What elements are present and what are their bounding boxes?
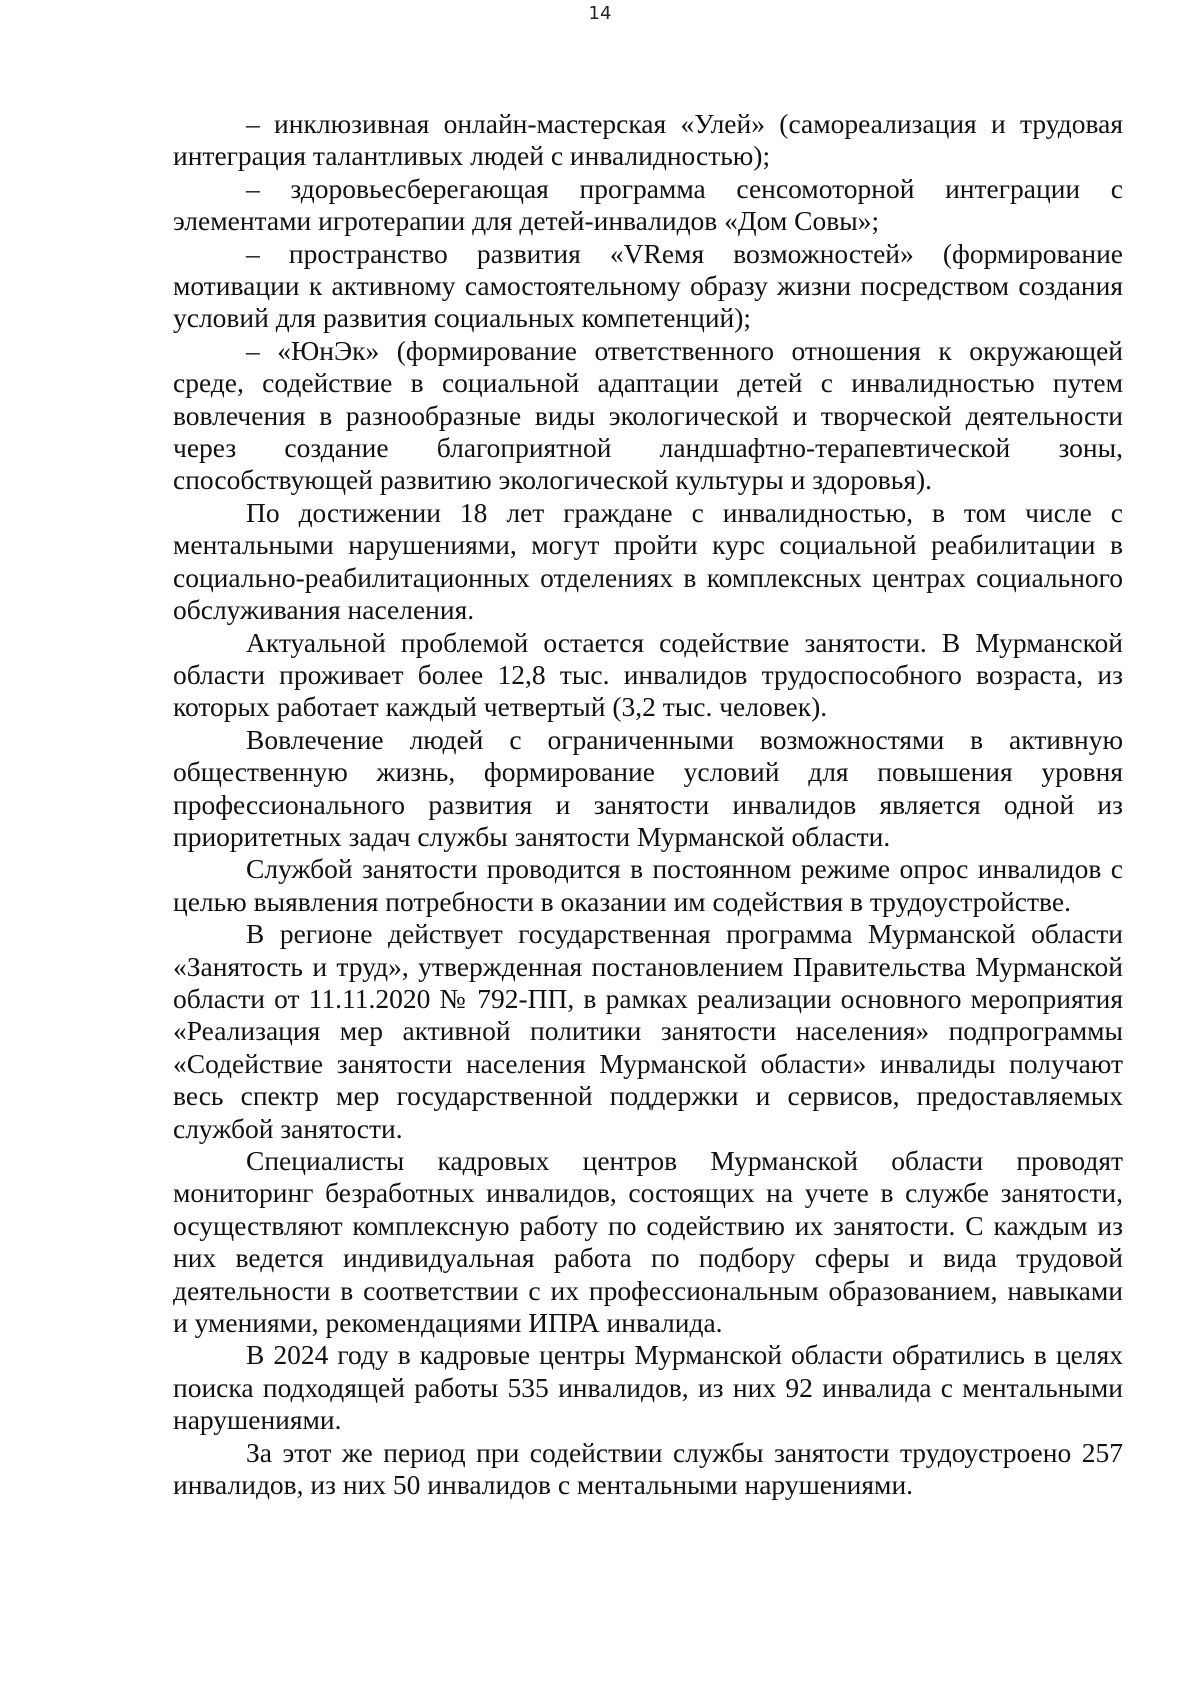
paragraph-employment-problem: Актуальной проблемой остается содействие занятости. В Мурманской области проживает более 12,8 тыс. инвалидов трудоспособного возраста, из которых работает каждый четвертый (3,2 тыс. человек).	[173, 626, 1123, 723]
paragraph-bullet-uley: – инклюзивная онлайн-мастерская «Улей» (самореализация и трудовая интеграция талантливых людей с инвалидностью);	[173, 108, 1123, 172]
paragraph-specialists: Специалисты кадровых центров Мурманской области проводят мониторинг безработных инвалидов, состоящих на учете в службе занятости, осуществляют комплексную работу по содействию их занятости. С каждым из них ведется индивидуальная работа по подбору сферы и вида трудовой деятельности в соответствии с их профессиональным образованием, навыками и умениями, рекомендациями ИПРА инвалида.	[173, 1145, 1123, 1339]
paragraph-bullet-vremya: – пространство развития «VRемя возможностей» (формирование мотивации к активному самостоятельному образу жизни посредством создания условий для развития социальных компетенций);	[173, 237, 1123, 334]
paragraph-state-program: В регионе действует государственная программа Мурманской области «Занятость и труд», утвержденная постановлением Правительства Мурманской области от 11.11.2020 № 792-ПП, в рамках реализации основного мероприятия «Реализация мер активной политики занятости населения» подпрограммы «Содействие занятости населения Мурманской области» инвалиды получают весь спектр мер государственной поддержки и сервисов, предоставляемых службой занятости.	[173, 918, 1123, 1144]
paragraph-rehabilitation: По достижении 18 лет граждане с инвалидностью, в том числе с ментальными нарушениями, могут пройти курс социальной реабилитации в социально-реабилитационных отделениях в комплексных центрах социального обслуживания населения.	[173, 496, 1123, 626]
paragraph-survey: Службой занятости проводится в постоянном режиме опрос инвалидов с целью выявления потребности в оказании им содействия в трудоустройстве.	[173, 853, 1123, 917]
paragraph-2024-applications: В 2024 году в кадровые центры Мурманской области обратились в целях поиска подходящей работы 535 инвалидов, из них 92 инвалида с ментальными нарушениями.	[173, 1339, 1123, 1436]
paragraph-bullet-yunek: – «ЮнЭк» (формирование ответственного отношения к окружающей среде, содействие в социальной адаптации детей с инвалидностью путем вовлечения в разнообразные виды экологической и творческой деятельности через создание благоприятной ландшафтно-терапевтической зоны, способствующей развитию экологической культуры и здоровья).	[173, 334, 1123, 496]
paragraph-bullet-dom-sovy: – здоровьесберегающая программа сенсомоторной интеграции с элементами игротерапии для детей-инвалидов «Дом Совы»;	[173, 172, 1123, 237]
paragraph-employed-count: За этот же период при содействии службы занятости трудоустроено 257 инвалидов, из них 50 инвалидов с ментальными нарушениями.	[173, 1436, 1123, 1501]
document-body	[173, 108, 1123, 1501]
paragraph-involvement: Вовлечение людей с ограниченными возможностями в активную общественную жизнь, формирование условий для повышения уровня профессионального развития и занятости инвалидов является одной из приоритетных задач службы занятости Мурманской области.	[173, 723, 1123, 852]
page-number: 14	[588, 3, 612, 24]
